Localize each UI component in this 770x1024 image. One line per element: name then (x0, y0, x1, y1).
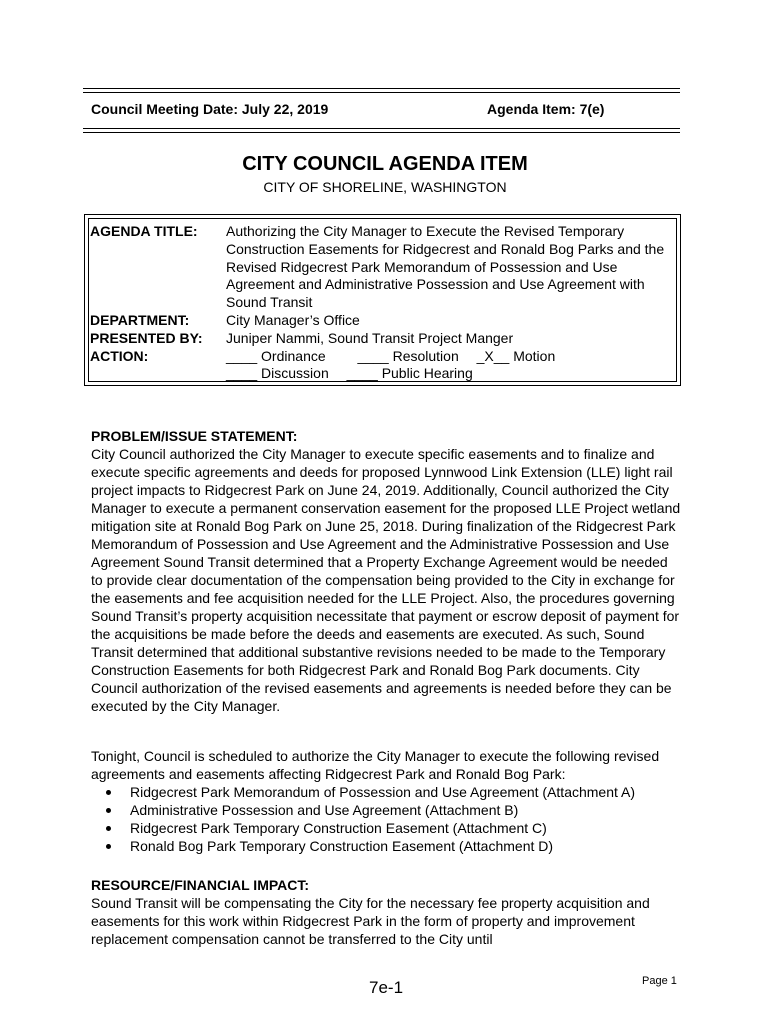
department-value: City Manager’s Office (226, 311, 360, 328)
action-motion-label: Motion (513, 347, 556, 364)
bullet-icon (106, 808, 111, 813)
department-label: DEPARTMENT: (90, 311, 190, 328)
action-discussion-mark: ____ (226, 365, 258, 382)
action-public-hearing-mark: ____ (346, 365, 378, 382)
problem-section (91, 427, 681, 715)
resource-section (91, 876, 681, 948)
agenda-title-label: AGENDA TITLE: (90, 223, 198, 239)
presented-by-row (90, 330, 680, 348)
action-options-row-2 (226, 365, 680, 383)
tonight-section (91, 747, 681, 855)
department-row (90, 312, 680, 330)
document-subtitle: CITY OF SHORELINE, WASHINGTON (263, 179, 507, 195)
agenda-info-content (90, 223, 680, 383)
action-row-2 (90, 365, 680, 383)
action-ordinance-label: Ordinance (261, 347, 326, 364)
action-discussion-label: Discussion (261, 365, 329, 382)
attachment-list (91, 783, 681, 855)
meeting-header (91, 101, 671, 117)
header-bottom-rule (83, 128, 680, 133)
action-motion-mark: _X__ (476, 347, 510, 364)
document-title: CITY COUNCIL AGENDA ITEM (242, 153, 528, 175)
agenda-title-row (90, 223, 680, 312)
action-options-row-1 (226, 348, 680, 366)
agenda-title-value: Authorizing the City Manager to Execute the Revised Temporary Construction Easements for Ridgecrest and Ronald Bog Parks and the Revised Ridgecrest Park Memorandum of Possession and Use Agreement and Administrative Possession and Use Agreement with Sound Transit (226, 223, 665, 311)
action-public-hearing-label: Public Hearing (381, 365, 473, 382)
agenda-page-code: 7e-1 (369, 978, 404, 997)
bullet-icon (106, 790, 111, 795)
tonight-intro: Tonight, Council is scheduled to authorize the City Manager to execute the following revised agreements and easements affecting Ridgecrest Park and Ronald Bog Park: (91, 748, 660, 782)
problem-heading: PROBLEM/ISSUE STATEMENT: (91, 428, 298, 444)
action-label: ACTION: (90, 347, 149, 364)
bullet-icon (106, 844, 111, 849)
header-top-rule (83, 88, 680, 93)
presented-by-value: Juniper Nammi, Sound Transit Project Manger (226, 329, 514, 346)
action-row (90, 348, 680, 366)
list-item: Ridgecrest Park Memorandum of Possession and Use Agreement (Attachment A) (91, 783, 681, 801)
presented-by-label: PRESENTED BY: (90, 329, 203, 346)
action-ordinance-mark: ____ (226, 347, 258, 364)
resource-paragraph: Sound Transit will be compensating the City for the necessary fee property acquisition and easements for this work within Ridgecrest Park in the form of property and improvement replacement compensation cannot be transferred to the City until (91, 895, 650, 947)
list-item: Ridgecrest Park Temporary Construction Easement (Attachment C) (91, 819, 681, 837)
page-number: Page 1 (642, 975, 677, 987)
problem-paragraph: City Council authorized the City Manager to execute specific easements and to finalize and execute specific agreements and deeds for proposed Lynnwood Link Extension (LLE) light rail project impacts to Ridgecrest Park on June 24, 2019. Additionally, Council authorized the City Manager to execute a permanent conservation easement for the proposed LLE Project wetland mitigation site at Ronald Bog Park on June 25, 2018. During finalization of the Ridgecrest Park Memorandum of Possession and Use Agreement and the Administrative Possession and Use Agreement Sound Transit determined that a Property Exchange Agreement would be needed to provide clear documentation of the compensation being provided to the City in exchange for the easements and fee acquisition needed for the LLE Project. Also, the procedures governing Sound Transit’s property acquisition necessitate that payment or escrow deposit of payment for the acquisitions be made before the deeds and easements are executed. As such, Sound Transit determined that additional substantive revisions needed to be made to the Temporary Construction Easements for both Ridgecrest Park and Ronald Bog Park documents. City Council authorization of the revised easements and agreements is needed before they can be executed by the City Manager. (91, 446, 681, 714)
action-resolution-label: Resolution (392, 347, 459, 364)
list-item: Ronald Bog Park Temporary Construction Easement (Attachment D) (91, 837, 681, 855)
bullet-icon (106, 826, 111, 831)
list-item: Administrative Possession and Use Agreement (Attachment B) (91, 801, 681, 819)
action-resolution-mark: ____ (357, 347, 389, 364)
resource-heading: RESOURCE/FINANCIAL IMPACT: (91, 877, 310, 893)
meeting-date: Council Meeting Date: July 22, 2019 (91, 101, 329, 117)
agenda-item-number: Agenda Item: 7(e) (487, 101, 605, 117)
